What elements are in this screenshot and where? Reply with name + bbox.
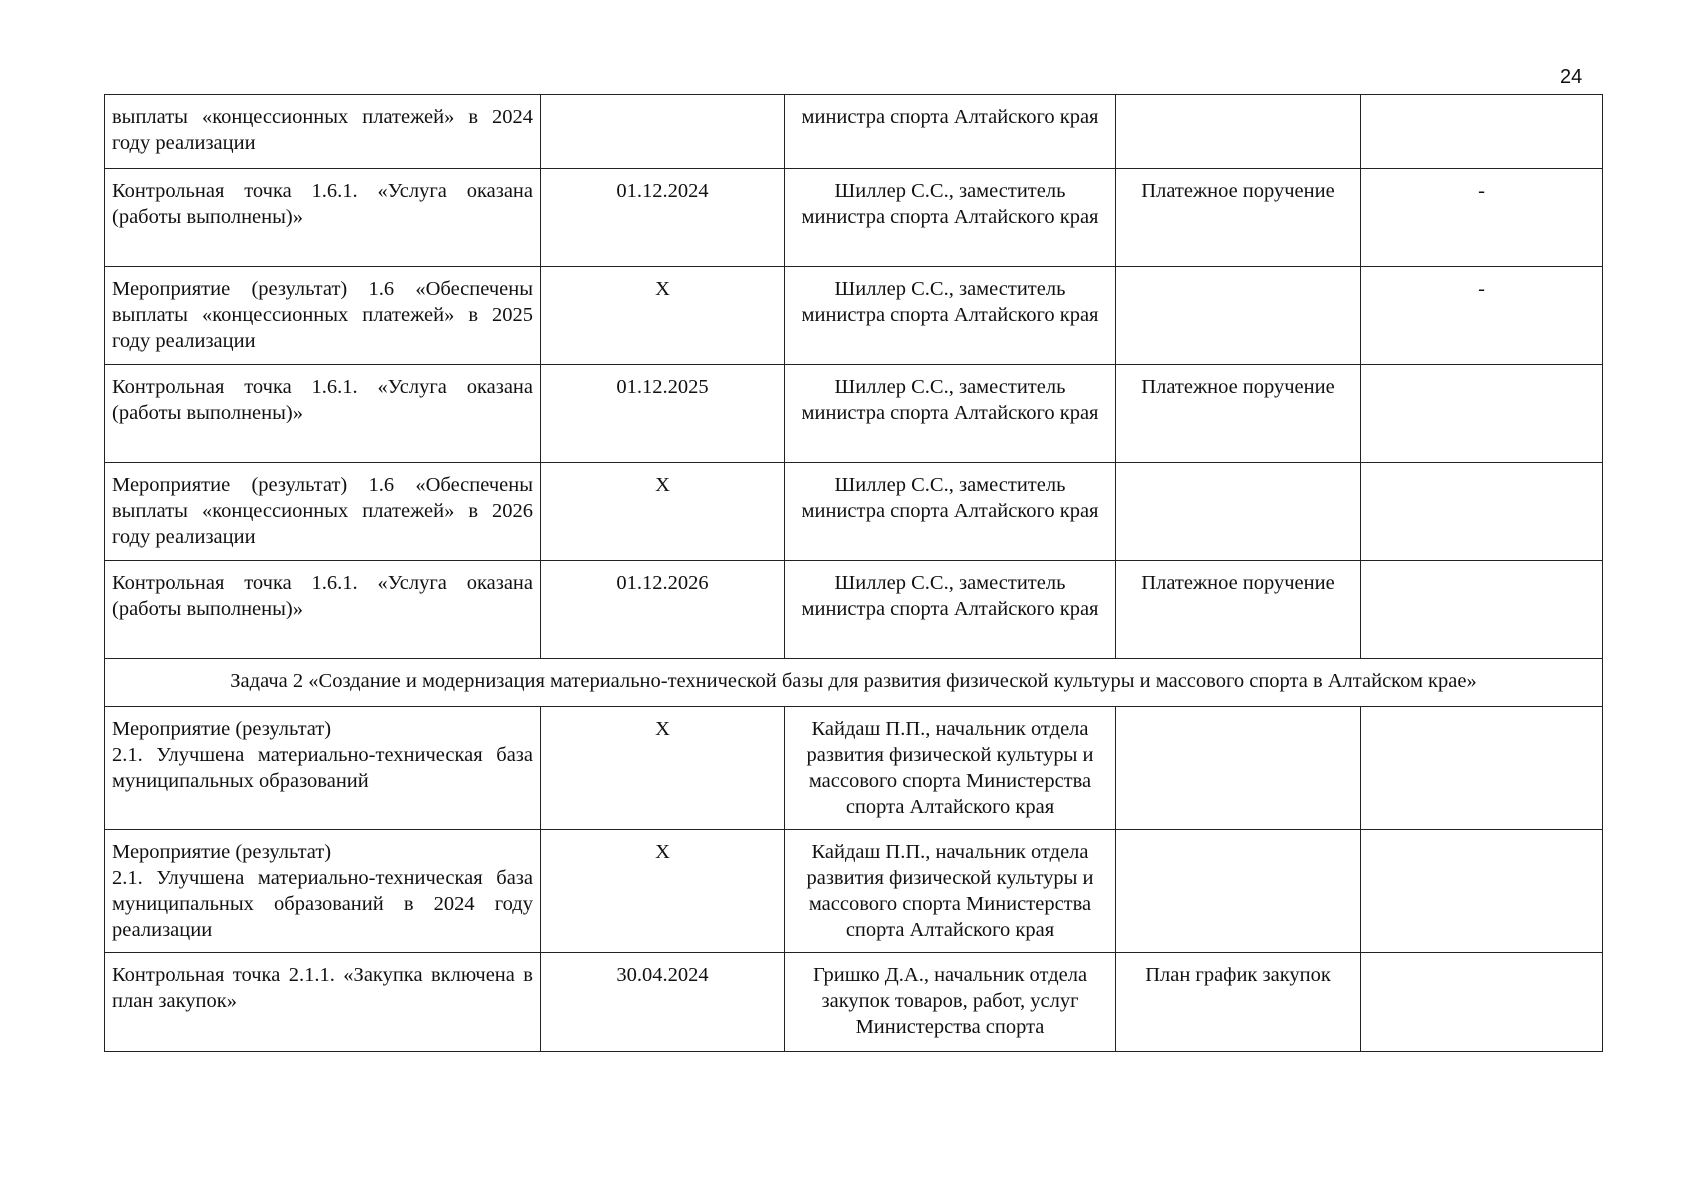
task-heading: Задача 2 «Создание и модернизация материально-технической базы для развития физической культуры и массового спорта в Алтайском крае» <box>105 659 1603 707</box>
responsible-cell: Шиллер С.С., заместитель министра спорта Алтайского края <box>785 463 1116 561</box>
responsible-cell: Шиллер С.С., заместитель министра спорта Алтайского края <box>785 365 1116 463</box>
date-cell: 01.12.2026 <box>541 561 785 659</box>
event-cell: выплаты «концессионных платежей» в 2024 году реализации <box>105 95 541 169</box>
event-cell <box>105 707 541 830</box>
responsible-cell: Шиллер С.С., заместитель министра спорта Алтайского края <box>785 267 1116 365</box>
document-cell: Платежное поручение <box>1116 169 1361 267</box>
table-row <box>105 463 1603 561</box>
date-cell: X <box>541 830 785 953</box>
extra-cell: - <box>1361 169 1603 267</box>
page-number: 24 <box>1560 66 1583 88</box>
event-type-label: Мероприятие (результат) <box>112 718 332 740</box>
table-row <box>105 267 1603 365</box>
table-row <box>105 707 1603 830</box>
document-cell: План график закупок <box>1116 953 1361 1052</box>
task-row <box>105 659 1603 707</box>
extra-cell <box>1361 830 1603 953</box>
extra-cell <box>1361 561 1603 659</box>
event-cell: Контрольная точка 1.6.1. «Услуга оказана (работы выполнены)» <box>105 365 541 463</box>
table-row <box>105 561 1603 659</box>
extra-cell <box>1361 463 1603 561</box>
event-cell: Контрольная точка 1.6.1. «Услуга оказана (работы выполнены)» <box>105 561 541 659</box>
extra-cell <box>1361 365 1603 463</box>
responsible-cell: Кайдаш П.П., начальник отдела развития физической культуры и массового спорта Министерства спорта Алтайского края <box>785 707 1116 830</box>
date-cell: 01.12.2024 <box>541 169 785 267</box>
event-type-label: Мероприятие (результат) <box>112 841 332 863</box>
table-row <box>105 953 1603 1052</box>
extra-cell <box>1361 953 1603 1052</box>
responsible-cell: Гришко Д.А., начальник отдела закупок товаров, работ, услуг Министерства спорта <box>785 953 1116 1052</box>
responsible-cell: Шиллер С.С., заместитель министра спорта Алтайского края <box>785 561 1116 659</box>
event-cell: Мероприятие (результат) 1.6 «Обеспечены выплаты «концессионных платежей» в 2025 году реализации <box>105 267 541 365</box>
date-cell: X <box>541 463 785 561</box>
date-cell: 01.12.2025 <box>541 365 785 463</box>
event-text: 2.1. Улучшена материально-техническая база муниципальных образований в 2024 году реализации <box>112 867 533 941</box>
responsible-cell: Кайдаш П.П., начальник отдела развития физической культуры и массового спорта Министерства спорта Алтайского края <box>785 830 1116 953</box>
extra-cell: - <box>1361 267 1603 365</box>
event-cell: Контрольная точка 1.6.1. «Услуга оказана (работы выполнены)» <box>105 169 541 267</box>
event-cell: Мероприятие (результат) 1.6 «Обеспечены выплаты «концессионных платежей» в 2026 году реализации <box>105 463 541 561</box>
extra-cell <box>1361 707 1603 830</box>
document-cell <box>1116 707 1361 830</box>
table-row <box>105 95 1603 169</box>
document-cell <box>1116 267 1361 365</box>
event-cell: Контрольная точка 2.1.1. «Закупка включена в план закупок» <box>105 953 541 1052</box>
date-cell: X <box>541 267 785 365</box>
date-cell <box>541 95 785 169</box>
table-row <box>105 830 1603 953</box>
table-row <box>105 169 1603 267</box>
responsible-cell: министра спорта Алтайского края <box>785 95 1116 169</box>
document-cell: Платежное поручение <box>1116 365 1361 463</box>
date-cell: X <box>541 707 785 830</box>
event-text: 2.1. Улучшена материально-техническая база муниципальных образований <box>112 744 533 792</box>
event-cell <box>105 830 541 953</box>
document-cell <box>1116 463 1361 561</box>
table-row <box>105 365 1603 463</box>
extra-cell <box>1361 95 1603 169</box>
document-cell <box>1116 95 1361 169</box>
responsible-cell: Шиллер С.С., заместитель министра спорта Алтайского края <box>785 169 1116 267</box>
plan-table <box>104 94 1603 1052</box>
document-cell: Платежное поручение <box>1116 561 1361 659</box>
document-cell <box>1116 830 1361 953</box>
date-cell: 30.04.2024 <box>541 953 785 1052</box>
